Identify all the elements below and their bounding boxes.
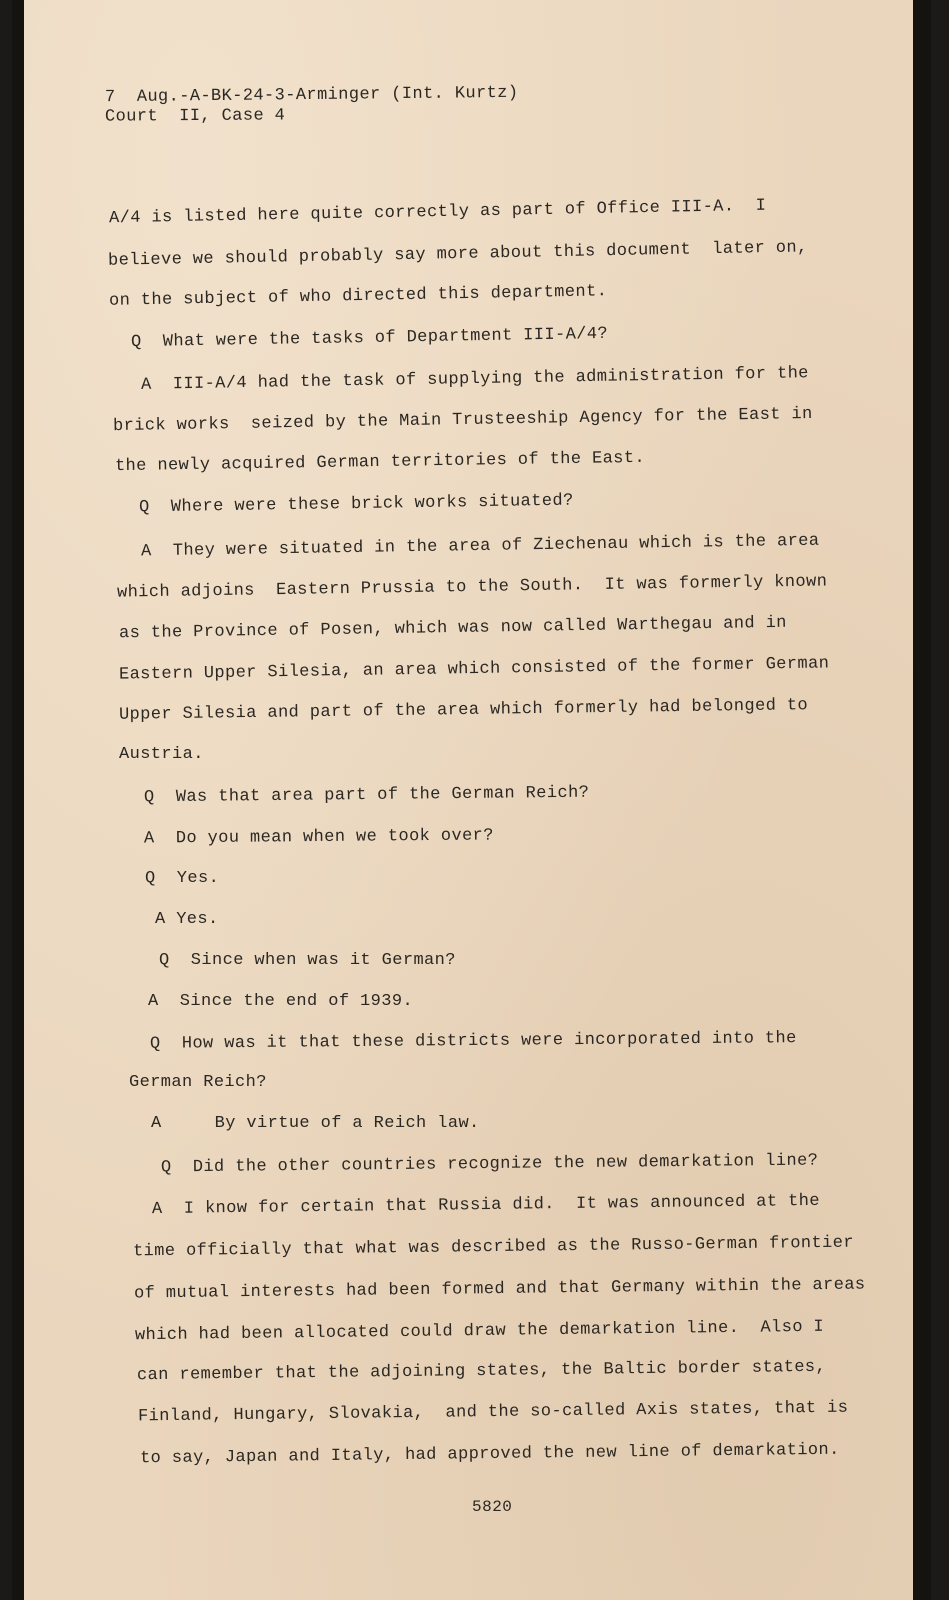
text-line: Q Since when was it German? <box>159 951 456 970</box>
text-line: Upper Silesia and part of the area which formerly had belonged to <box>118 696 809 725</box>
page-number: 5820 <box>472 1498 513 1516</box>
text-line: which adjoins Eastern Prussia to the South. It was formerly known <box>116 572 828 603</box>
scan-border-left <box>12 0 24 1600</box>
text-line: the newly acquired German territories of the East. <box>114 448 646 477</box>
text-line: Eastern Upper Silesia, an area which consisted of the former German <box>118 654 830 685</box>
text-line: German Reich? <box>129 1073 267 1092</box>
text-line: Austria. <box>119 745 204 764</box>
text-line: Q How was it that these districts were incorporated into the <box>149 1029 797 1054</box>
header-reference: 7 Aug.-A-BK-24-3-Arminger (Int. Kurtz) <box>104 83 519 108</box>
text-line: which had been allocated could draw the demarkation line. Also I <box>134 1317 825 1346</box>
text-line: Q What were the tasks of Department III-A/4? <box>130 324 609 353</box>
scan-border-right <box>913 0 931 1600</box>
text-line: brick works seized by the Main Trusteeship Agency for the East in <box>112 404 813 437</box>
text-line: believe we should probably say more about this document later on, <box>107 238 808 271</box>
text-line: A III-A/4 had the task of supplying the administration for the <box>140 364 810 395</box>
text-line: A Yes. <box>155 910 219 929</box>
text-line: Q Was that area part of the German Reich? <box>143 783 590 808</box>
text-line: can remember that the adjoining states, the Baltic border states, <box>136 1357 827 1386</box>
text-line: Q Did the other countries recognize the new demarkation line? <box>160 1151 819 1178</box>
text-line: time officially that what was described as the Russo-German frontier <box>132 1233 855 1262</box>
text-line: Q Yes. <box>145 869 220 888</box>
text-line: Q Where were these brick works situated? <box>138 491 574 518</box>
text-line: of mutual interests had been formed and that Germany within the areas <box>133 1275 866 1304</box>
header-court-case: Court II, Case 4 <box>104 106 286 127</box>
text-line: A Do you mean when we took over? <box>143 826 494 849</box>
text-line: Finland, Hungary, Slovakia, and the so-called Axis states, that is <box>137 1398 849 1427</box>
text-line: A By virtue of a Reich law. <box>151 1114 480 1133</box>
text-line: A Since the end of 1939. <box>148 992 414 1011</box>
text-line: on the subject of who directed this department. <box>108 282 608 311</box>
text-line: A I know for certain that Russia did. It was announced at the <box>151 1191 820 1220</box>
text-line: A They were situated in the area of Ziechenau which is the area <box>140 531 820 562</box>
text-line: A/4 is listed here quite correctly as part of Office III-A. I <box>108 196 767 229</box>
text-line: to say, Japan and Italy, had approved the new line of demarkation. <box>139 1440 840 1469</box>
document-page <box>12 0 931 1600</box>
text-line: as the Province of Posen, which was now called Warthegau and in <box>118 613 788 644</box>
